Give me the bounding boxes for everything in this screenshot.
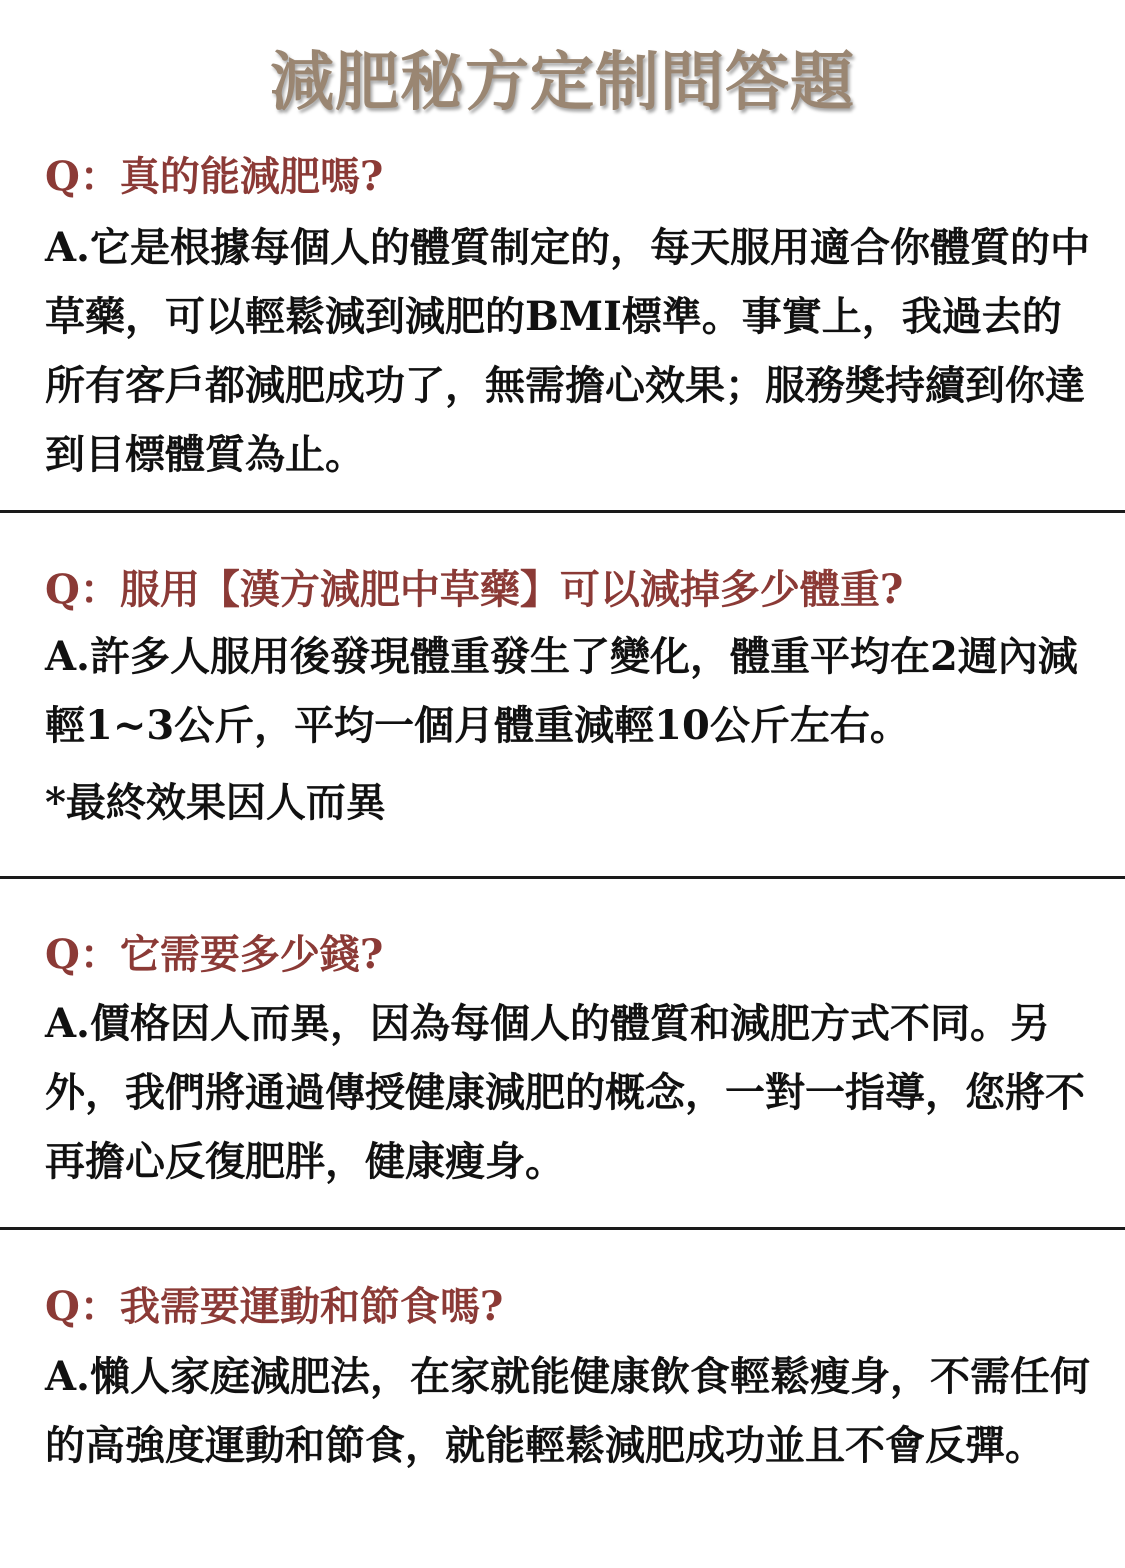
faq-answer-1: A.它是根據每個人的體質制定的，每天服用適合你體質的中草藥，可以輕鬆減到減肥的BMI標準。事實上，我過去的所有客戶都減肥成功了，無需擔心效果；服務獎持續到你達到目標體質為止。 bbox=[45, 224, 1090, 478]
faq-question-2: Q：服用【漢方減肥中草藥】可以減掉多少體重? bbox=[45, 566, 904, 613]
faq-question-4: Q：我需要運動和節食嗎? bbox=[45, 1283, 504, 1330]
faq-answer-4: A.懶人家庭減肥法，在家就能健康飲食輕鬆瘦身，不需任何的高強度運動和節食，就能輕鬆減肥成功並且不會反彈。 bbox=[45, 1353, 1090, 1469]
faq-answer-3: A.價格因人而異，因為每個人的體質和減肥方式不同。另外，我們將通過傳授健康減肥的概念，一對一指導，您將不再擔心反復肥胖，健康瘦身。 bbox=[45, 1000, 1085, 1185]
faq-answer-2: A.許多人服用後發現體重發生了變化，體重平均在2週內減輕1~3公斤，平均一個月體重減輕10公斤左右。 bbox=[45, 633, 1078, 749]
faq-note-2: *最終效果因人而異 bbox=[45, 779, 386, 826]
section-divider-3 bbox=[0, 1227, 1125, 1230]
section-divider-1 bbox=[0, 510, 1125, 513]
faq-question-3: Q：它需要多少錢? bbox=[45, 931, 384, 978]
section-divider-2 bbox=[0, 876, 1125, 879]
page-title: 減肥秘方定制問答題 bbox=[270, 45, 855, 120]
faq-question-1: Q：真的能減肥嗎? bbox=[45, 153, 384, 200]
